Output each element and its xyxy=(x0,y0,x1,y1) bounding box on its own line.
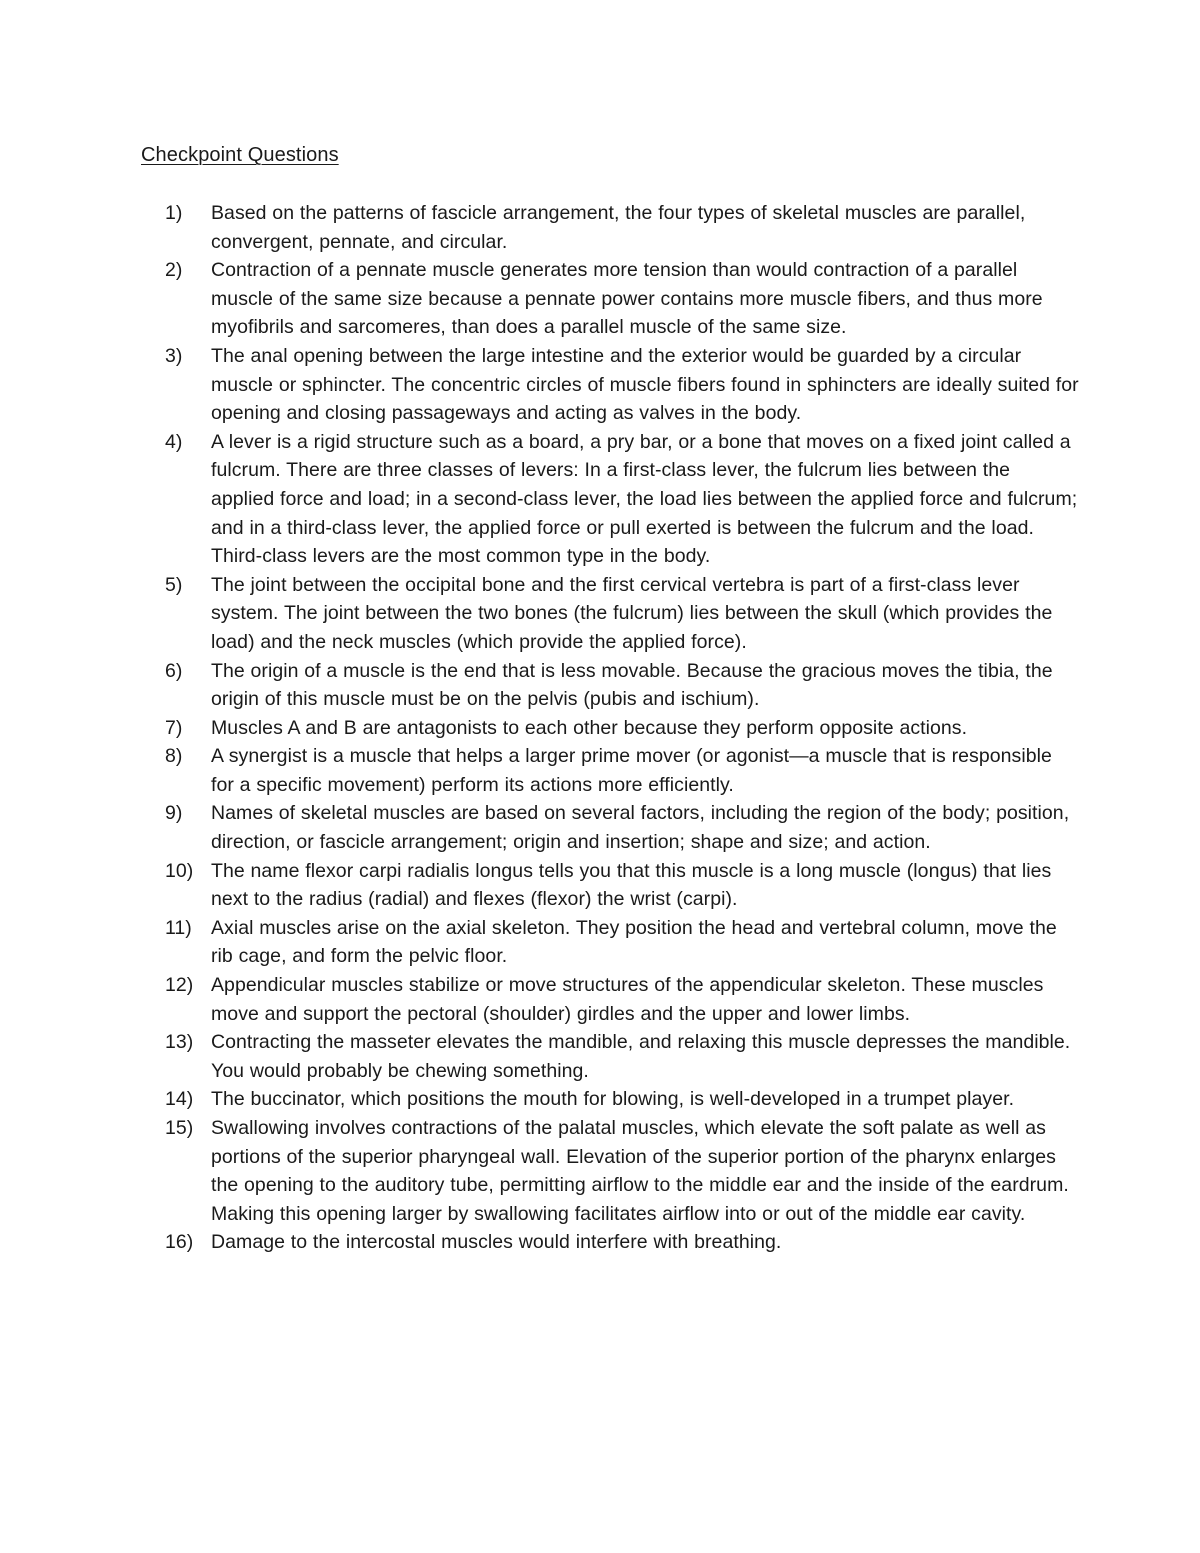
list-item xyxy=(0,428,1200,571)
list-item xyxy=(0,914,1200,971)
item-number: 15) xyxy=(165,1117,194,1139)
item-number: 14) xyxy=(165,1088,194,1111)
item-text: A synergist is a muscle that helps a larger prime mover (or agonist—a muscle that is responsible for a specific movement) perform its actions more efficiently. xyxy=(211,745,1052,796)
item-text: Muscles A and B are antagonists to each other because they perform opposite actions. xyxy=(211,716,968,739)
list-item xyxy=(0,714,1200,743)
item-text: Contracting the masseter elevates the mandible, and relaxing this muscle depresses the mandible. You would probably be chewing something. xyxy=(211,1031,1071,1082)
list-item xyxy=(0,1028,1200,1085)
list-item xyxy=(0,1228,1200,1257)
item-text: The name flexor carpi radialis longus tells you that this muscle is a long muscle (longus) that lies next to the radius (radial) and flexes (flexor) the wrist (carpi). xyxy=(211,859,1052,911)
list-item xyxy=(0,199,1200,256)
item-text: Appendicular muscles stabilize or move structures of the appendicular skeleton. These muscles move and support the pectoral (shoulder) girdles and the upper and lower limbs. xyxy=(211,974,1044,1025)
item-number: 10) xyxy=(165,859,194,882)
list-item xyxy=(0,657,1200,714)
item-number: 13) xyxy=(165,1031,194,1054)
item-text: Names of skeletal muscles are based on several factors, including the region of the body; position, direction, or fascicle arrangement; origin and insertion; shape and size; and action. xyxy=(211,802,1070,854)
item-text: The origin of a muscle is the end that is less movable. Because the gracious moves the tibia, the origin of this muscle must be on the pelvis (pubis and ischium). xyxy=(211,659,1053,711)
list-item xyxy=(0,799,1200,856)
item-number: 12) xyxy=(165,974,194,997)
item-number: 3) xyxy=(165,344,183,367)
item-number: 5) xyxy=(165,573,183,596)
item-number: 2) xyxy=(165,259,183,282)
item-text: Contraction of a pennate muscle generates more tension than would contraction of a parallel muscle of the same size because a pennate power contains more muscle fibers, and thus more myofibrils and sarcomeres, than does a parallel muscle of the same size. xyxy=(211,259,1043,339)
list-item xyxy=(0,1085,1200,1114)
item-number: 7) xyxy=(165,716,183,739)
item-text: Based on the patterns of fascicle arrangement, the four types of skeletal muscles are parallel, convergent, pennate, and circular. xyxy=(211,202,1026,253)
list-item xyxy=(0,971,1200,1028)
item-number: 16) xyxy=(165,1231,194,1254)
item-number: 6) xyxy=(165,659,183,682)
list-item xyxy=(0,571,1200,657)
item-text: The joint between the occipital bone and the first cervical vertebra is part of a first-class lever system. The joint between the two bones (the fulcrum) lies between the skull (which provides the load) and the neck muscles (which provide the applied force). xyxy=(211,573,1053,653)
item-number: 11) xyxy=(165,916,192,939)
list-item xyxy=(0,342,1200,428)
item-text: Damage to the intercostal muscles would interfere with breathing. xyxy=(211,1231,782,1254)
list-item xyxy=(0,256,1200,342)
list-item xyxy=(0,857,1200,914)
item-number: 9) xyxy=(165,802,183,825)
question-list xyxy=(0,199,1200,1257)
item-text: The anal opening between the large intestine and the exterior would be guarded by a circular muscle or sphincter. The concentric circles of muscle fibers found in sphincters are ideally suited for opening and closing passageways and acting as valves in the body. xyxy=(211,344,1079,425)
item-number: 8) xyxy=(165,745,183,768)
item-number: 4) xyxy=(165,430,183,453)
list-item xyxy=(0,742,1200,799)
item-text: Swallowing involves contractions of the palatal muscles, which elevate the soft palate as well as portions of the superior pharyngeal wall. Elevation of the superior portion of the pharynx enlarges the opening to the auditory tube, permitting airflow to the middle ear and the inside of the eardrum. Making this opening larger by swallowing facilitates airflow into or out of the middle ear cavity. xyxy=(211,1117,1069,1225)
page-title: Checkpoint Questions xyxy=(141,144,339,166)
item-text: Axial muscles arise on the axial skeleton. They position the head and vertebral column, move the rib cage, and form the pelvic floor. xyxy=(211,916,1057,968)
item-number: 1) xyxy=(165,202,183,224)
item-text: The buccinator, which positions the mouth for blowing, is well-developed in a trumpet player. xyxy=(211,1088,1015,1111)
item-text: A lever is a rigid structure such as a board, a pry bar, or a bone that moves on a fixed joint called a fulcrum. There are three classes of levers: In a first-class lever, the fulcrum lies between the applied force and load; in a second-class lever, the load lies between the applied force and fulcrum; and in a third-class lever, the applied force or pull exerted is between the fulcrum and the load. Third-class levers are the most common type in the body. xyxy=(211,430,1078,568)
list-item xyxy=(0,1114,1200,1228)
